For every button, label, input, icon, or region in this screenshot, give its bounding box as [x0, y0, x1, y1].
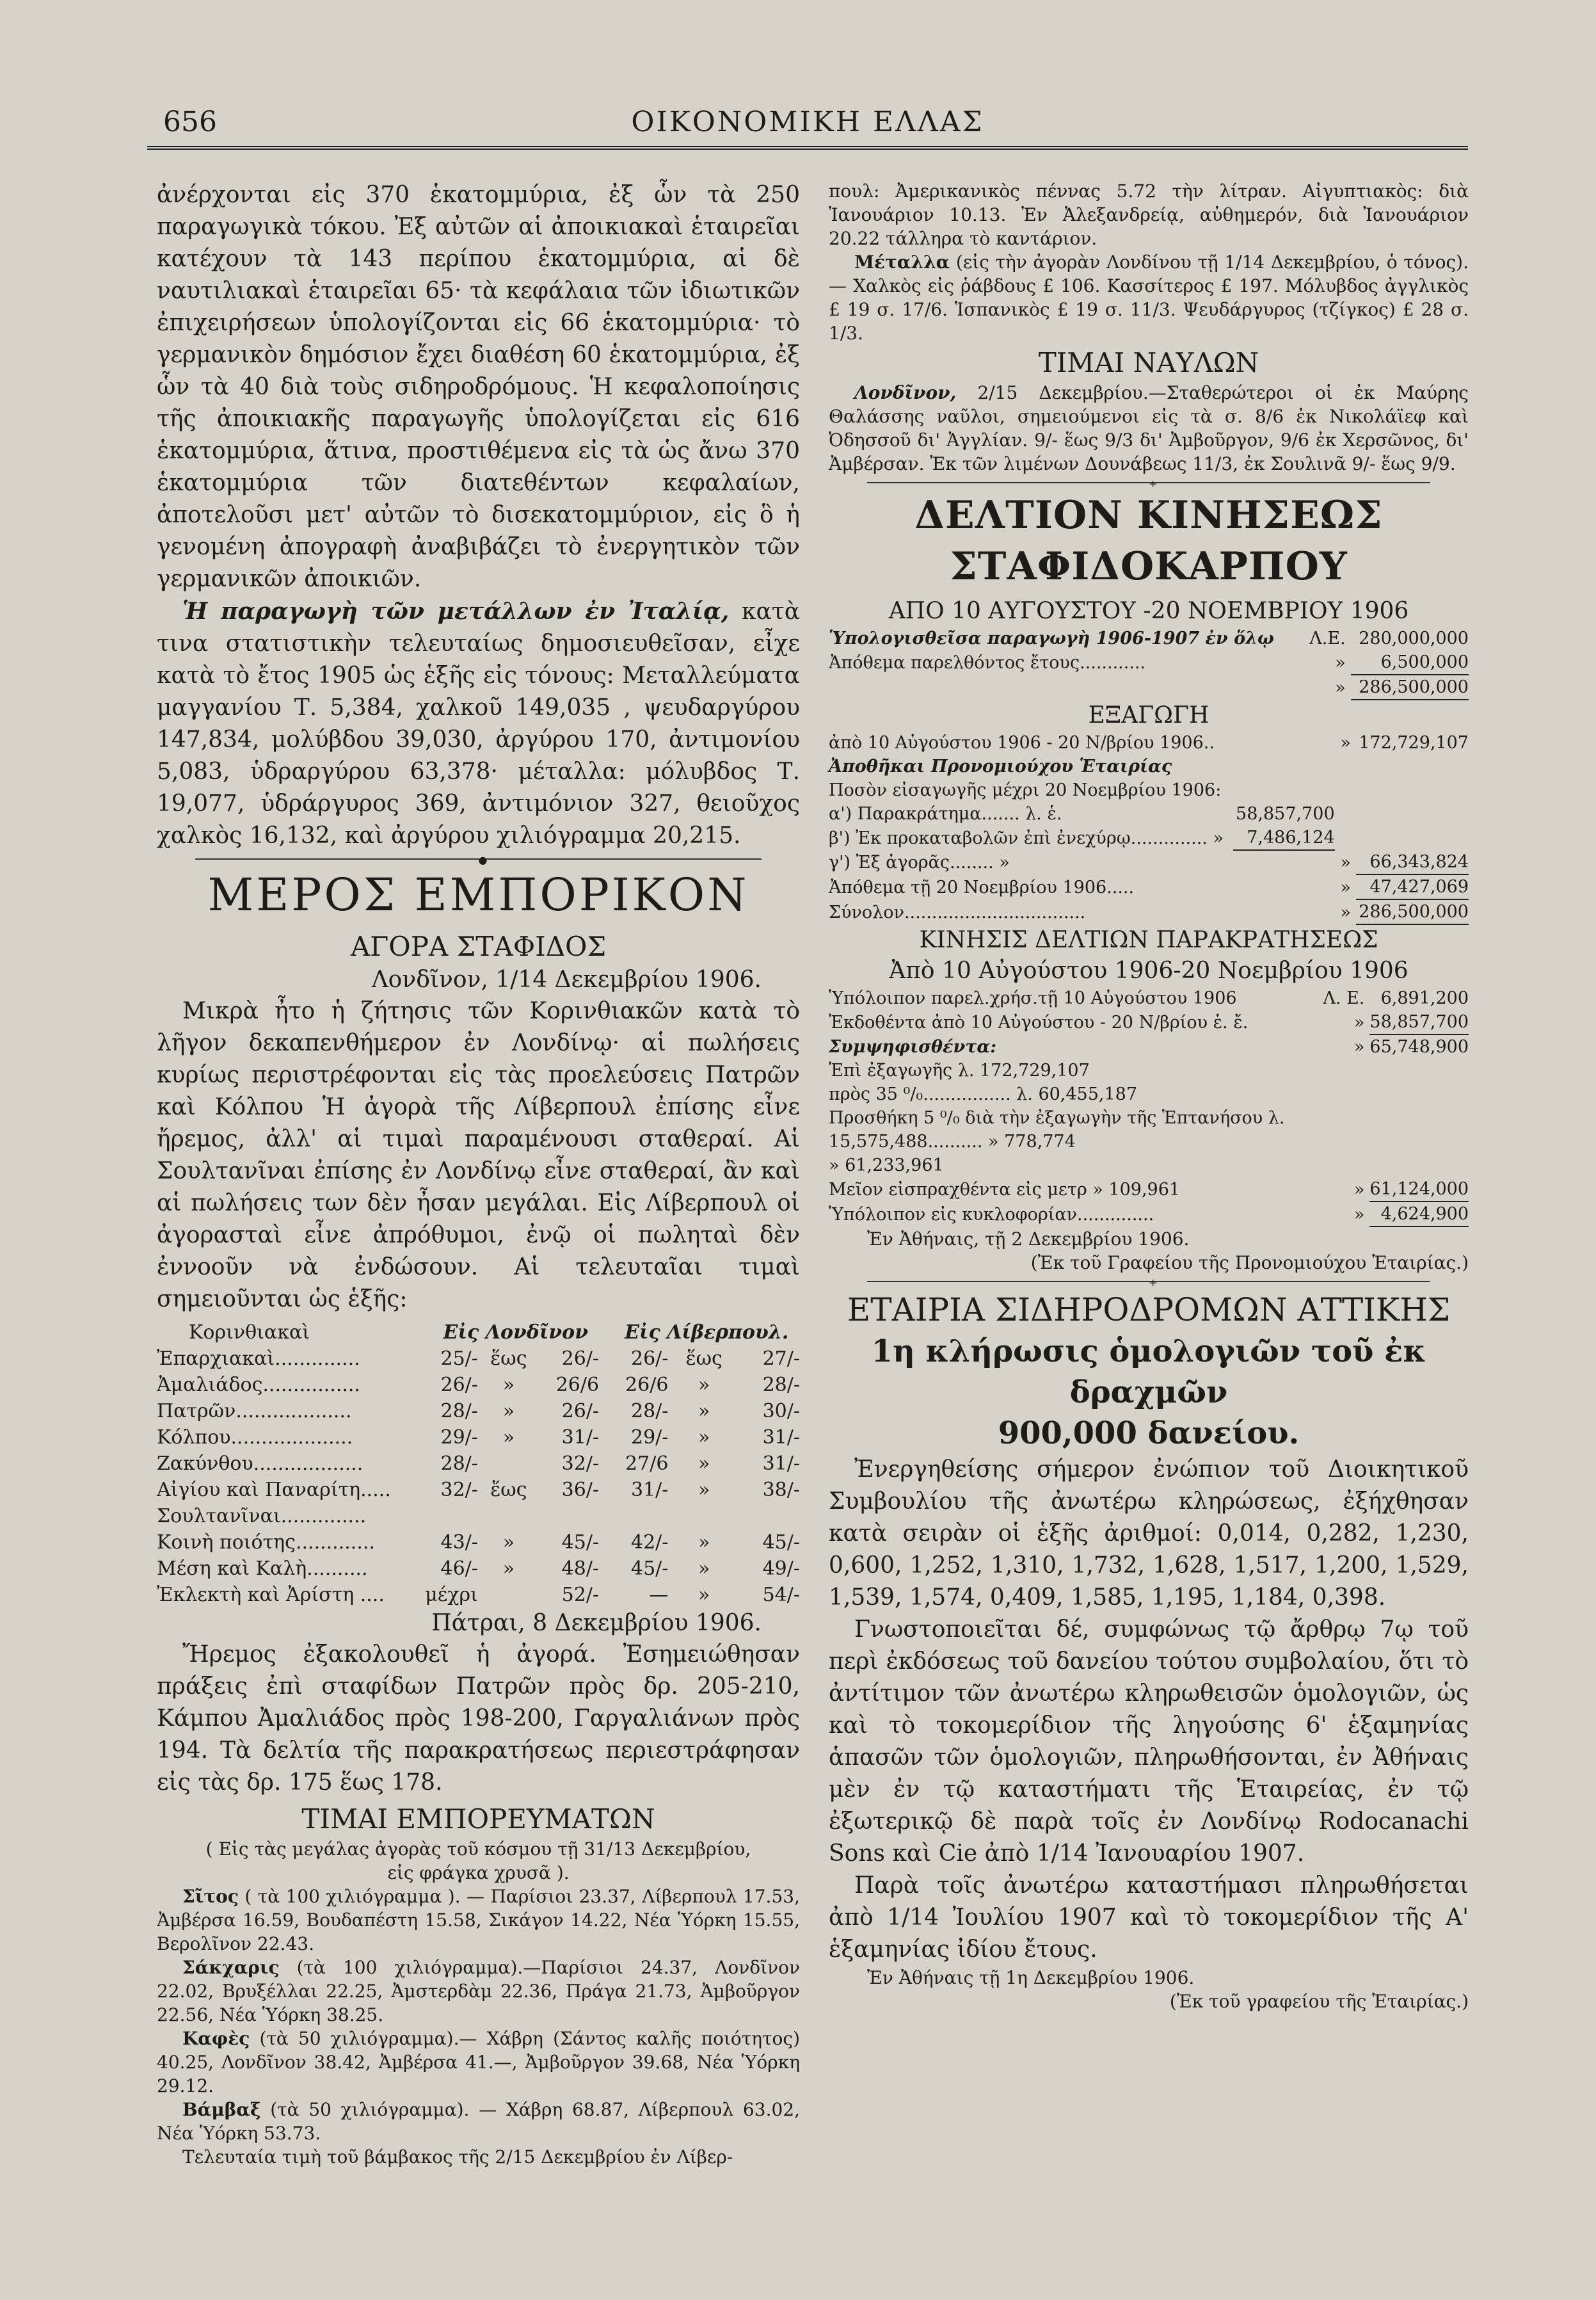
table-row: Σύνολον................................. » 286,500,000 [829, 899, 1469, 924]
commodity-prices-subtitle: ( Εἰς τὰς μεγάλας ἀγορὰς τοῦ κόσμου τῇ 31/13 Δεκεμβρίου, [205, 1838, 751, 1860]
table-row: » 61,233,961 [829, 1155, 944, 1175]
patras-dateline: Πάτραι, 8 Δεκεμβρίου 1906. [431, 1610, 762, 1636]
paragraph-london-market: Μικρὰ ἦτο ἡ ζήτησις τῶν Κορινθιακῶν κατὰ τὸ λῆγον δεκαπενθήμερον ἐν Λονδίνῳ· αἱ πωλήσεις κυρίως περιστρέφονται εἰς τὰς προελεύσεις Πατρῶν καὶ Κόλπου Ἡ ἀγορὰ τῆς Λίβερπουλ ἐπίσης εἶνε ἤρεμος, ἀλλ' αἱ τιμαὶ παραμένουσι σταθεραί. Αἱ Σουλτανῖναι ἐπίσης ἐν Λονδίνῳ εἶνε σταθεραί, ἂν καὶ αἱ πωλήσεις των δὲν ἦσαν μεγάλαι. Εἰς Λίβερπουλ οἱ ἀγορασταὶ εἶνε ἀπρόθυμοι, ἐνῷ οἱ πωληταὶ δὲν ἐννοοῦν νὰ ἐνδώσουν. Αἱ τελευταῖαι τιμαὶ σημειοῦνται ὡς ἑξῆς: [157, 998, 800, 1312]
italy-metals-lead: Ἡ παραγωγὴ τῶν μετάλλων ἐν Ἰταλίᾳ, [182, 598, 730, 625]
table-row: Ἀπόθεμα τῇ 20 Νοεμβρίου 1906..... » 47,427,069 [829, 874, 1469, 899]
table-row: Ὑπολογισθεῖσα παραγωγὴ 1906-1907 ἐν ὅλῳ Λ.Ε. 280,000,000 [829, 629, 1469, 648]
table-row: Μεῖον εἰσπραχθέντα εἰς μετρ » 109,961 » 61,124,000 [829, 1177, 1469, 1202]
table-row: ἀπὸ 10 Αὐγούστου 1906 - 20 Ν/βρίου 1906.. » 172,729,107 [829, 733, 1469, 753]
table-row: Σουλτανῖναι.............. [157, 1505, 367, 1527]
right-column [829, 179, 1469, 2013]
italy-metals-text: κατὰ τινα στατιστικὴν τελευταίως δημοσιευθεῖσαν, εἶχε κατὰ τὸ ἔτος 1905 ὡς ἑξῆς εἰς τόνους: Μεταλλεύματα μαγγανίου Τ. 5,384, χαλκοῦ 149,035 , ψευδαργύρου 147,834, μολύβδου 39,030, ἀργύρου 170, ἀντιμονίου 5,083, ὑδραργύρου 63,378· μέταλλα: μόλυβδος Τ. 19,077, ὑδράργυρος 369, ἀντιμόνιον 327, θειοῦχος χαλκὸς 16,132, καὶ ἀργύρου χιλιόγραμμα 20,215. [157, 599, 801, 849]
table-row: Μέση καὶ Καλὴ.......... 46/- » 48/- 45/- » 49/- [157, 1557, 800, 1580]
commodity-prices-subtitle-2: εἰς φράγκα χρυσᾶ ). [387, 1862, 570, 1883]
london-dateline: Λονδῖνον, 1/14 Δεκεμβρίου 1906. [371, 967, 762, 993]
company-source: (Ἐκ τοῦ γραφείου τῆς Ἑταιρίας.) [1169, 1991, 1469, 2012]
table-row: Ἀποθῆκαι Προνομιούχου Ἑταιρίας [829, 757, 1172, 776]
table-row: Ἐπὶ ἐξαγωγῆς λ. 172,729,107 [829, 1061, 1090, 1081]
table-row: Προσθήκη 5 ⁰/₀ διὰ τὴν ἐξαγωγὴν τῆς Ἑπτανήσου λ. 15,575,488.......... » 778,774 [829, 1108, 1285, 1152]
raisin-price-table [157, 1319, 800, 1608]
bank-source: (Ἐκ τοῦ Γραφείου τῆς Προνομιούχου Ἑταιρίας.) [1030, 1252, 1469, 1273]
paragraph-patras-market: Ἤρεμος ἐξακολουθεῖ ἡ ἀγορά. Ἐσημειώθησαν πράξεις ἐπὶ σταφίδων Πατρῶν πρὸς δρ. 205-210, Κάμπου Ἀμαλιάδος πρὸς 198-200, Γαργαλιάνων πρὸς 194. Τὰ δελτία τῆς παρακρατήσεως περιεστράφησαν εἰς τὰς δρ. 175 ἕως 178. [157, 1641, 800, 1796]
table-row: Ἀμαλιάδος................ 26/- » 26/6 26/6 » 28/- [157, 1374, 800, 1396]
table-row: Ὑπόλοιπον εἰς κυκλοφορίαν.............. » 4,624,900 [829, 1202, 1469, 1226]
bulletin-period: ΑΠΟ 10 ΑΥΓΟΥΣΤΟΥ -20 ΝΟΕΜΒΡΙΟΥ 1906 [888, 598, 1409, 624]
paragraph-payment: Παρὰ τοῖς ἀνωτέρω καταστήμασι πληρωθήσεται ἀπὸ 1/14 Ἰουλίου 1907 καὶ τὸ τοκομερίδιον τῆς Α' ἑξαμηνίας ἰδίου ἔτους. [829, 1872, 1469, 1963]
bulletin-table [829, 627, 1469, 700]
table-row: Ὑπόλοιπον παρελ.χρήσ.τῇ 10 Αὐγούστου 1906 Λ. Ε. 6,891,200 [829, 988, 1469, 1008]
commodity-wheat: Σῖτος ( τὰ 100 χιλιόγραμμα ). — Παρίσιοι 23.37, Λίβερπουλ 17.53, Ἀμβέρσα 16.59, Βουδαπέστη 15.58, Σικάγον 14.22, Νέα Ὑόρκη 15.55, Βερολῖνον 22.43. [157, 1886, 800, 1954]
table-row: Ἐπαρχιακαὶ.............. 25/- ἕως 26/- 26/- ἕως 27/- [157, 1347, 800, 1370]
athens-dateline: Ἐν Ἀθήναις, τῇ 2 Δεκεμβρίου 1906. [867, 1228, 1190, 1250]
table-row: β') Ἐκ προκαταβολῶν ἐπὶ ἐνεχύρῳ.............. » 7,486,124 [829, 826, 1469, 850]
commodity-cotton-final: Τελευταία τιμὴ τοῦ βάμβακος τῆς 2/15 Δεκεμβρίου ἐν Λίβερ- [182, 2146, 733, 2167]
section-divider-3: + [867, 1281, 1430, 1282]
retention-table [829, 986, 1469, 1227]
left-column [157, 179, 800, 2169]
freight-prices-title: ΤΙΜΑΙ ΝΑΥΛΩΝ [1038, 347, 1259, 378]
paragraph-pepper-nitrates: πουλ: Ἀμερικανικὸς πέννας 5.72 τὴν λίτραν. Αἰγυπτιακὸς: διὰ Ἰανουάριον 10.13. Ἐν Ἀλεξανδρείᾳ, αὐθημερόν, διὰ Ἰανουάριον 20.22 τάλληρα τὸ καντάριον. [829, 181, 1469, 249]
commodity-prices-title: ΤΙΜΑΙ ΕΜΠΟΡΕΥΜΑΤΩΝ [301, 1803, 655, 1835]
table-header: Κορινθιακαὶ Εἰς Λονδῖνον Εἰς Λίβερπουλ. [189, 1321, 789, 1344]
table-row: Κόλπου.................... 29/- » 31/- 29/- » 31/- [157, 1426, 800, 1449]
table-row: Κοινὴ ποιότης............. 43/- » 45/- 42/- » 45/- [157, 1531, 800, 1554]
table-row: α') Παρακράτημα....... λ. ἑ. 58,857,700 [829, 804, 1335, 824]
table-row: Ἐκλεκτὴ καὶ Ἀρίστη .... μέχρι 52/- — » 54/- [157, 1584, 800, 1606]
export-title: ΕΞΑΓΩΓΗ [1088, 702, 1209, 728]
paragraph-coupon: Γνωστοποιεῖται δέ, συμφώνως τῷ ἄρθρῳ 7ῳ τοῦ περὶ ἐκδόσεως τοῦ δανείου τούτου συμβολαίου, ὅτι τὸ ἀντίτιμον τῶν ἀνωτέρω κληρωθεισῶν ὁμολογιῶν, ὡς καὶ τὸ τοκομερίδιον τῆς ληγούσης 6' ἑξαμηνίας ἁπασῶν τῶν ὁμολογιῶν, πληρωθήσονται, ἐν Ἀθήναις μὲν ἐν τῷ καταστήματι τῆς Ἑταιρείας, ἐν τῷ ἐξωτερικῷ δὲ παρὰ τοῖς ἐν Λονδίνῳ Rodocanachi Sons καὶ Cie ἀπὸ 1/14 Ἰανουαρίου 1907. [829, 1616, 1469, 1867]
commodity-coffee: Καφὲς (τὰ 50 χιλιόγραμμα).— Χάβρη (Σάντος καλῆς ποιότητος) 40.25, Λονδῖνον 38.42, Ἀμβέρσα 41.—, Ἀμβοῦργον 39.68, Νέα Ὑόρκη 29.12. [157, 2028, 801, 2096]
table-row: γ') Ἐξ ἀγορᾶς........ » » 66,343,824 [829, 850, 1469, 874]
commodity-cotton: Βάμβαξ (τὰ 50 χιλιόγραμμα). — Χάβρη 68.87, Λίβερπουλ 63.02, Νέα Ὑόρκη 53.73. [157, 2099, 800, 2144]
paragraph-freight: Λονδῖνον, 2/15 Δεκεμβρίου.—Σταθερώτεροι οἱ ἐκ Μαύρης Θαλάσσης ναῦλοι, σημειούμενοι εἰς τὰ σ. 8/6 ἐκ Νικολάϊεφ καὶ Ὀδησσοῦ δι' Ἀγγλίαν. 9/- ἕως 9/3 δι' Ἀμβοῦργον, 9/6 ἐκ Χερσῶνος, δι' Ἀμβέρσαν. Ἐκ τῶν λιμένων Δουνάβεως 11/3, ἐκ Σουλινᾶ 9/- ἕως 9/9. [829, 382, 1469, 474]
table-row: Ἐκδοθέντα ἀπὸ 10 Αὐγούστου - 20 Ν/βρίου ἑ. ἔ. » 58,857,700 [829, 1010, 1469, 1034]
export-table [829, 731, 1469, 925]
page-number: 656 [163, 106, 217, 138]
table-row: Συμψηφισθέντα: » 65,748,900 [829, 1037, 1469, 1057]
table-row: Ζακύνθου.................. 28/- 32/- 27/6 » 31/- [157, 1452, 800, 1475]
header-rule [147, 146, 1468, 150]
paragraph-draw-numbers: Ἐνεργηθείσης σήμερον ἐνώπιον τοῦ Διοικητικοῦ Συμβουλίου τῆς ἀνωτέρω κληρώσεως, ἐξήχθησαν κατὰ σειρὰν οἱ ἑξῆς ἀριθμοί: 0,014, 0,282, 1,230, 0,600, 1,252, 1,310, 1,732, 1,628, 1,517, 1,200, 1,529, 1,539, 1,574, 0,409, 1,585, 1,195, 1,184, 0,398. [829, 1456, 1469, 1611]
table-row: Πατρῶν................... 28/- » 26/- 28/- » 30/- [157, 1400, 800, 1422]
section-divider: ● [195, 858, 762, 860]
running-title: ΟΙΚΟΝΟΜΙΚΗ ΕΛΛΑΣ [631, 106, 984, 138]
table-row: πρὸς 35 ⁰/₀................ λ. 60,455,187 [829, 1084, 1138, 1104]
retention-period: Ἀπὸ 10 Αὐγούστου 1906-20 Νοεμβρίου 1906 [889, 958, 1408, 984]
paragraph-italy-metals [157, 595, 800, 852]
railway-dateline: Ἐν Ἀθήναις τῇ 1η Δεκεμβρίου 1906. [867, 1967, 1195, 1988]
commodity-sugar: Σάκχαρις (τὰ 100 χιλιόγραμμα).—Παρίσιοι 24.37, Λονδῖνον 22.02, Βρυξέλλαι 22.25, Ἀμστερδὰμ 22.36, Πράγα 21.73, Ἀμβοῦργον 22.56, Νέα Ὑόρκη 38.25. [157, 1957, 800, 2025]
bond-draw-title: 1η κλήρωσις ὁμολογιῶν τοῦ ἐκ δραχμῶν [871, 1333, 1426, 1410]
section-divider-2: + [867, 482, 1430, 483]
table-row: Ποσὸν εἰσαγωγῆς μέχρι 20 Νοεμβρίου 1906: [829, 780, 1222, 800]
raisin-market-title: ΑΓΟΡΑ ΣΤΑΦΙΔΟΣ [350, 931, 607, 962]
bond-loan-amount: 900,000 δανείου. [998, 1415, 1300, 1451]
railway-company-title: ΕΤΑΙΡΙΑ ΣΙΔΗΡΟΔΡΟΜΩΝ ΑΤΤΙΚΗΣ [847, 1291, 1451, 1328]
table-row: » 286,500,000 [829, 675, 1469, 700]
paragraph-colonial-production: ἀνέρχονται εἰς 370 ἑκατομμύρια, ἐξ ὧν τὰ 250 παραγωγικὰ τόκου. Ἐξ αὐτῶν αἱ ἀποικιακαὶ ἑταιρεῖαι κατέχουν τὰ 143 περίπου ἑκατομμύρια, αἱ δὲ ναυτιλιακαὶ ἑταιρεῖαι 65· τὰ κεφάλαια τῶν ἰδιωτικῶν ἐπιχειρήσεων ὑπολογίζονται εἰς 66 ἑκατομμύρια· τὸ γερμανικὸν δημόσιον ἔχει διαθέση 60 ἑκατομμύρια, ἐξ ὧν τὰ 40 διὰ τοὺς σιδηροδρόμους. Ἡ κεφαλοποίησις τῆς ἀποικιακῆς παραγωγῆς ὑπολογίζεται εἰς 616 ἑκατομμύρια, ἅτινα, προστιθέμενα εἰς τὰ ὡς ἄνω 370 ἑκατομμύρια τῶν διατεθέντων κεφαλαίων, ἀποτελοῦσι μετ' αὐτῶν τὸ δισεκατομμύριον, εἰς ὃ ἡ γενομένη ἀπογραφὴ ἀναβιβάζει τὸ ἐνεργητικὸν τῶν γερμανικῶν ἀποικιῶν. [157, 182, 800, 592]
table-row: Ἀπόθεμα παρελθόντος ἔτους............ » 6,500,000 [829, 650, 1469, 675]
table-row: Αἰγίου καὶ Παναρίτη..... 32/- ἕως 36/- 31/- » 38/- [157, 1479, 800, 1501]
paragraph-metals: Μέταλλα (εἰς τὴν ἀγορὰν Λονδίνου τῇ 1/14 Δεκεμβρίου, ὁ τόνος).— Χαλκὸς εἰς ῥάβδους £ 106. Κασσίτερος £ 197. Μόλυβδος ἀγγλικὸς £ 19 σ. 17/6. Ἱσπανικὸς £ 19 σ. 11/3. Ψευδάργυρος (τζίγκος) £ 28 σ. 1/3. [829, 252, 1469, 344]
raisin-bulletin-title: ΔΕΛΤΙΟΝ ΚΙΝΗΣΕΩΣ ΣΤΑΦΙΔΟΚΑΡΠΟΥ [914, 493, 1383, 589]
section-title-commercial: ΜΕΡΟΣ ΕΜΠΟΡΙΚΟΝ [207, 869, 749, 921]
retention-title: ΚΙΝΗΣΙΣ ΔΕΛΤΙΩΝ ΠΑΡΑΚΡΑΤΗΣΕΩΣ [919, 927, 1378, 953]
